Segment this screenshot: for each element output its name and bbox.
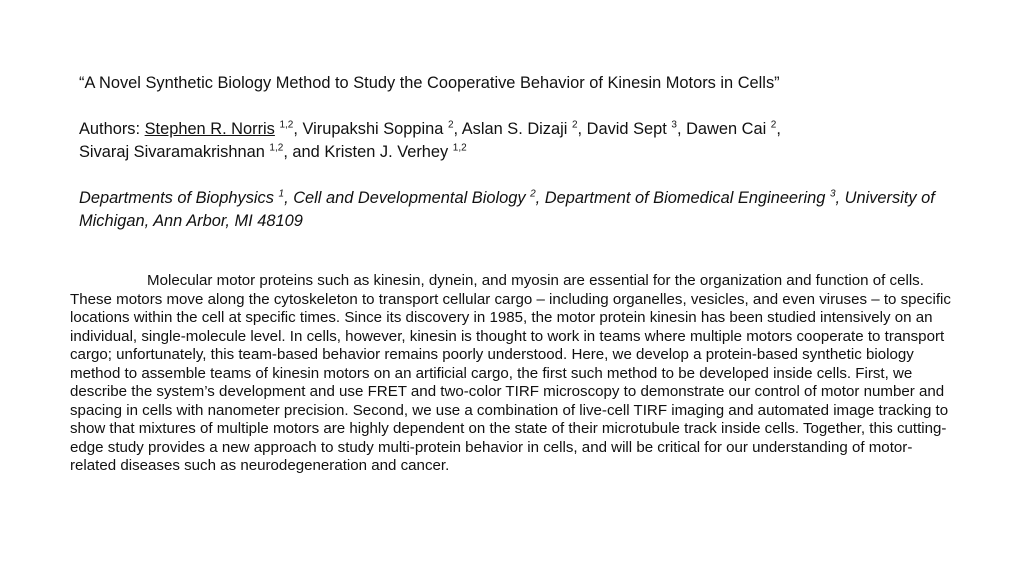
paper-title: “A Novel Synthetic Biology Method to Study the Cooperative Behavior of Kinesin Motors in Cells” [79, 74, 780, 92]
affiliation-item: Departments of Biophysics $^1$, [79, 188, 294, 207]
author-name: Kristen J. Verhey [324, 143, 449, 161]
affiliation-sup: 1 [278, 188, 285, 200]
author-affiliation-sup: 1,2 [452, 142, 467, 154]
abstract-paragraph: Molecular motor proteins such as kinesin, dynein, and myosin are essential for the organization and function of cells. These motors move along the cytoskeleton to transport cellular cargo – including organelles, vesicles, and even viruses – to specific locations within the cell at specific times. Since its discovery in 1985, the motor protein kinesin has been studied intensively on an individual, single-molecule level. In cells, however, kinesin is thought to work in teams where multiple motors cooperate to transport cargo; unfortunately, this team-based behavior remains poorly understood. Here, we develop a protein-based synthetic biology method to assemble teams of kinesin motors on an artificial cargo, the first such method to be developed inside cells. First, we describe the system’s development and use FRET and two-color TIRF microscopy to demonstrate our control of motor number and spacing in cells with nanometer precision. Second, we use a combination of live-cell TIRF imaging and automated image tracking to show that mixtures of multiple motors are highly dependent on the state of their microtubule track inside cells. Together, this cutting-edge study provides a new approach to study multi-protein behavior in cells, and will be critical for our understanding of motor-related diseases such as neurodegeneration and cancer. [70, 272, 951, 474]
affiliation-item: Department of Biomedical Engineering $^3$, [544, 188, 845, 207]
author-affiliation-sup: 2 [770, 119, 777, 131]
affiliation-item: Cell and Developmental Biology $^2$, [293, 188, 545, 207]
author-list [79, 118, 959, 164]
author-name: Dawen Cai [686, 120, 767, 138]
author-name: Stephen R. Norris [144, 120, 275, 138]
header-block [79, 72, 959, 233]
author-name: Virupakshi Soppina [302, 120, 444, 138]
affiliation-location: University of Michigan, Ann Arbor, MI 48109 [79, 189, 935, 230]
author-affiliation-sup: 2 [571, 119, 578, 131]
affiliation-sup: 3 [829, 188, 836, 200]
author-item: David Sept $^3$, [586, 119, 687, 138]
author-name: Aslan S. Dizaji [461, 120, 568, 138]
author-affiliation-sup: 3 [671, 119, 677, 131]
author-item: Aslan S. Dizaji $^2$, [461, 119, 587, 138]
author-item: Stephen R. Norris $^{1,2}$, [144, 119, 303, 138]
author-item: Virupakshi Soppina $^2$, [302, 119, 462, 138]
author-item: Dawen Cai $^2$, [686, 119, 781, 138]
author-name: David Sept [586, 120, 667, 138]
authors-label: Authors: [79, 120, 141, 138]
author-affiliation-sup: 1,2 [279, 119, 294, 131]
author-affiliation-sup: 2 [447, 119, 454, 131]
author-name: Sivaraj Sivaramakrishnan [79, 143, 265, 161]
affiliation-sup: 2 [530, 188, 536, 200]
author-item [324, 143, 466, 161]
author-item: Sivaraj Sivaramakrishnan $^{1,2}$, and [79, 142, 325, 161]
author-affiliation-sup: 1,2 [269, 142, 284, 154]
affiliations [79, 187, 959, 233]
